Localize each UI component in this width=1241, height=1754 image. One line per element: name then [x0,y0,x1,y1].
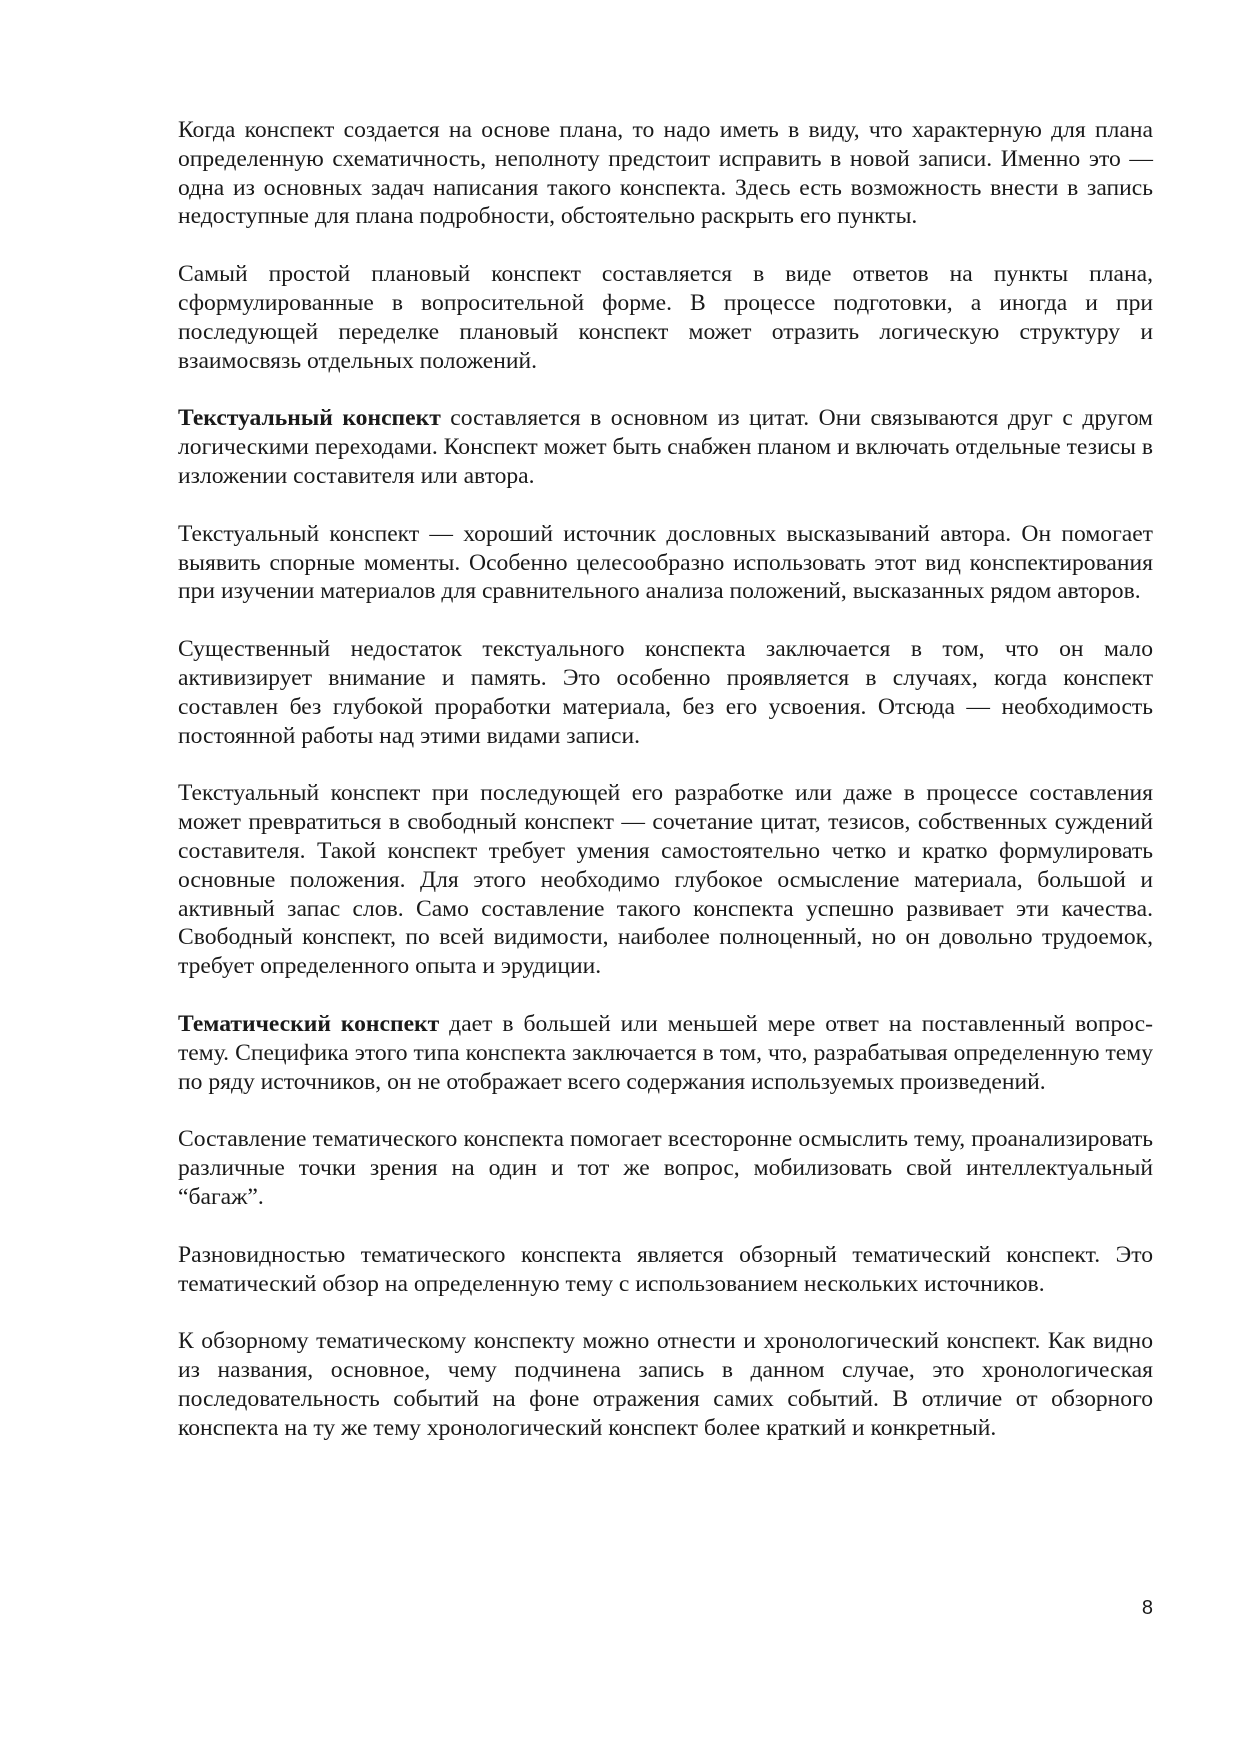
document-body [178,116,1153,1442]
paragraph-text: Составление тематического конспекта помогает всесторонне осмыслить тему, проанализировать различные точки зрения на один и тот же вопрос, мобилизовать свой интеллектуальный “багаж”. [178,1126,1153,1210]
paragraph-text: Текстуальный конспект — хороший источник дословных высказываний автора. Он помогает выявить спорные моменты. Особенно целесообразно использовать этот вид конспектирования при изучении материалов для сравнительного анализа положений, высказанных рядом авторов. [178,520,1153,605]
paragraph [178,260,1153,375]
paragraph [178,1327,1153,1442]
paragraph [178,1125,1153,1211]
paragraph [178,116,1153,231]
paragraph [178,520,1153,606]
paragraph-text: дает в большей или меньшей мере ответ на поставленный вопрос-тему. Специфика этого типа конспекта заключается в том, что, разрабатывая определенную тему по ряду источников, он не отображает всего содержания используемых произведений. [178,1010,1153,1095]
page-number: 8 [1141,1597,1153,1619]
term-bold: Тематический конспект [178,1010,440,1037]
term-bold: Текстуальный конспект [178,405,441,432]
paragraph [178,635,1153,750]
paragraph [178,1010,1153,1096]
paragraph-text: Когда конспект создается на основе плана, то надо иметь в виду, что характерную для плана определенную схематичность, неполноту предстоит исправить в новой записи. Именно это — одна из основных задач написания такого конспекта. Здесь есть возможность внести в запись недоступные для плана подробности, обстоятельно раскрыть его пункты. [178,117,1153,230]
paragraph-text: Существенный недостаток текстуального конспекта заключается в том, что он мало активизирует внимание и память. Это особенно проявляется в случаях, когда конспект составлен без глубокой проработки материала, без его усвоения. Отсюда — необходимость постоянной работы над этими видами записи. [178,636,1153,749]
paragraph-text: Самый простой плановый конспект составляется в виде ответов на пункты плана, сформулированные в вопросительной форме. В процессе подготовки, а иногда и при последующей переделке плановый конспект может отразить логическую структуру и взаимосвязь отдельных положений. [178,261,1153,374]
paragraph [178,779,1153,981]
paragraph-text: составляется в основном из цитат. Они связываются друг с другом логическими переходами. Конспект может быть снабжен планом и включать отдельные тезисы в изложении составителя или автора. [178,405,1153,489]
paragraph [178,1241,1153,1299]
paragraph [178,404,1153,490]
paragraph-text: Текстуальный конспект при последующей его разработке или даже в процессе составления может превратиться в свободный конспект — сочетание цитат, тезисов, собственных суждений составителя. Такой конспект требует умения самостоятельно четко и кратко формулировать основные положения. Для этого необходимо глубокое осмысление материала, большой и активный запас слов. Само составление такого конспекта успешно развивает эти качества. Свободный конспект, по всей видимости, наиболее полноценный, но он довольно трудоемок, требует определенного опыта и эрудиции. [178,780,1153,980]
paragraph-text: Разновидностью тематического конспекта является обзорный тематический конспект. Это тематический обзор на определенную тему с использованием нескольких источников. [178,1241,1153,1297]
paragraph-text: К обзорному тематическому конспекту можно отнести и хронологический конспект. Как видно из названия, основное, чему подчинена запись в данном случае, это хронологическая последовательность событий на фоне отражения самих событий. В отличие от обзорного конспекта на ту же тему хронологический конспект более краткий и конкретный. [178,1328,1153,1441]
